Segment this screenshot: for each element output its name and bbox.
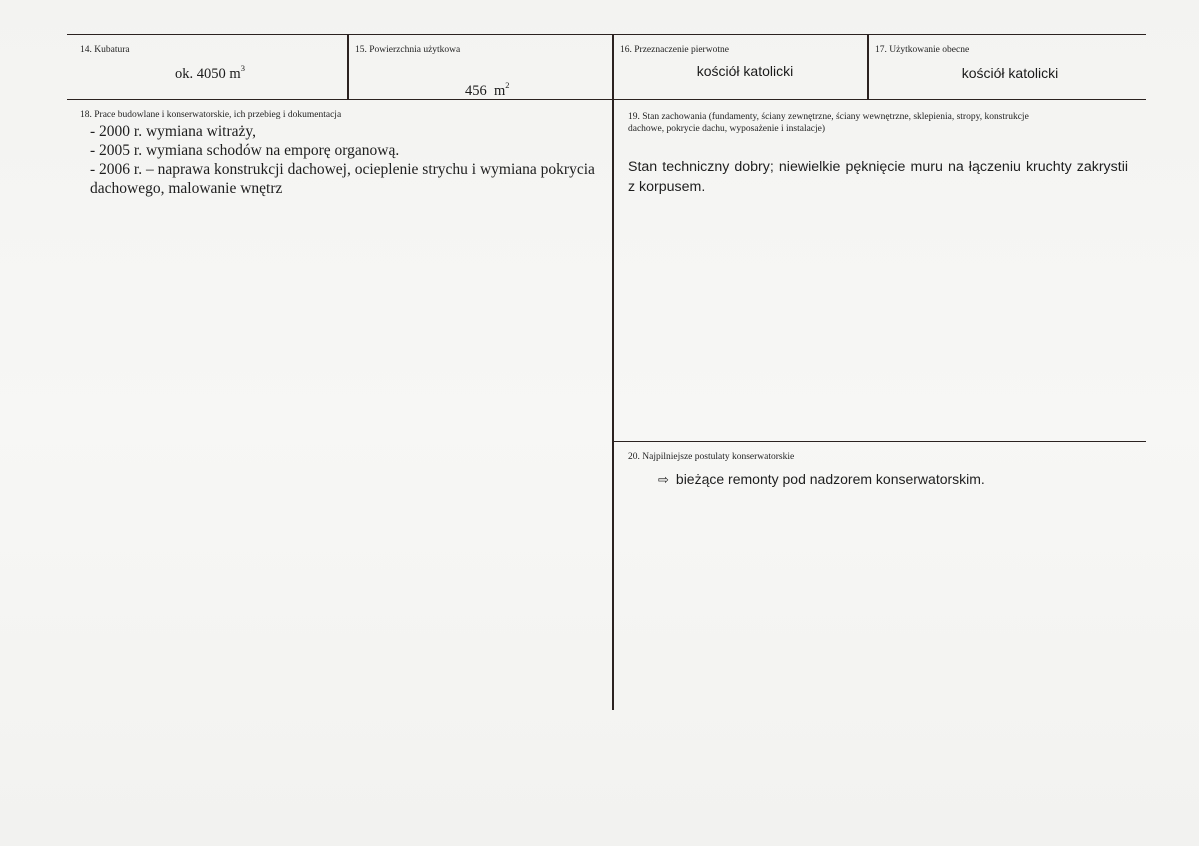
rule-19-20 bbox=[614, 441, 1146, 442]
kubatura-label: 14. Kubatura bbox=[80, 45, 130, 55]
prace-list bbox=[90, 122, 595, 198]
powierzchnia-label: 15. Powierzchnia użytkowa bbox=[355, 45, 461, 55]
prace-line: - 2006 r. – naprawa konstrukcji dachowej, ocieplenie strychu i wymiana pokrycia bbox=[90, 161, 595, 178]
top-rule bbox=[67, 34, 1146, 35]
kubatura-value bbox=[150, 64, 270, 83]
przeznaczenie-label: 16. Przeznaczenie pierwotne bbox=[620, 45, 729, 55]
postulaty-item bbox=[658, 471, 985, 488]
stan-zachowania-label-line-1: 19. Stan zachowania (fundamenty, ściany zewnętrzne, ściany wewnętrzne, sklepienia, stropy, konstrukcje bbox=[628, 112, 1029, 122]
postulaty-item-text: bieżące remonty pod nadzorem konserwatorskim. bbox=[675, 471, 985, 487]
prace-line: - 2005 r. wymiana schodów na emporę organową. bbox=[90, 142, 400, 159]
kubatura-unit-exponent: 3 bbox=[240, 63, 245, 73]
divider-16-17 bbox=[867, 34, 869, 100]
divider-14-15 bbox=[347, 34, 349, 100]
powierzchnia-unit-exponent: 2 bbox=[505, 80, 510, 90]
kubatura-value-text: ok. 4050 m bbox=[175, 65, 241, 82]
stan-zachowania-text: Stan techniczny dobry; niewielkie pęknięcie muru na łączeniu kruchty zakrystii z korpusem. bbox=[628, 159, 1128, 195]
stan-zachowania-label bbox=[628, 111, 1029, 135]
przeznaczenie-value: kościół katolicki bbox=[696, 63, 794, 79]
uzytkowanie-value: kościół katolicki bbox=[961, 65, 1059, 81]
middle-rule bbox=[67, 99, 1146, 100]
arrow-right-outline-icon: ⇨ bbox=[658, 472, 669, 487]
prace-line: dachowego, malowanie wnętrz bbox=[90, 180, 283, 197]
divider-15-16 bbox=[612, 34, 614, 710]
postulaty-label: 20. Najpilniejsze postulaty konserwatorskie bbox=[628, 452, 795, 462]
prace-line: - 2000 r. wymiana witraży, bbox=[90, 123, 257, 140]
powierzchnia-value bbox=[420, 64, 540, 117]
stan-zachowania-label-line-2: dachowe, pokrycie dachu, wyposażenie i instalacje) bbox=[628, 124, 826, 134]
powierzchnia-value-text: 456 m bbox=[464, 82, 506, 99]
prace-label: 18. Prace budowlane i konserwatorskie, ich przebieg i dokumentacja bbox=[80, 110, 342, 120]
uzytkowanie-label: 17. Użytkowanie obecne bbox=[875, 45, 970, 55]
